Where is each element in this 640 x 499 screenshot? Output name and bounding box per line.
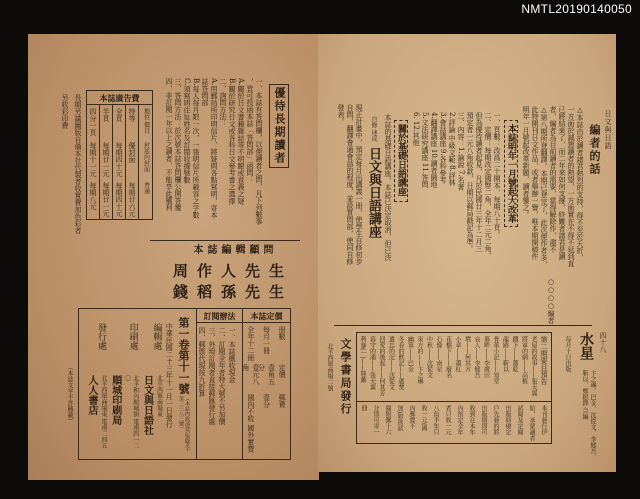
subscription-body bbox=[197, 323, 239, 453]
publisher-label: 發行處 bbox=[96, 323, 106, 350]
note-line: 明年一月號起改革新題，讀者鑒之。 bbox=[522, 106, 530, 218]
note-line: 此特開刊日文作品，或者舉辦一譽，唯本期開稿件 bbox=[531, 106, 539, 260]
ad-head: 地位 bbox=[142, 108, 150, 120]
left-page bbox=[28, 34, 319, 480]
contents-note: 收到在本年 bbox=[468, 405, 475, 435]
note-line: △本誌由於讀者諸君熱烈的支持，得不至於夭折， bbox=[576, 106, 584, 261]
contents-item: 石像——南星 bbox=[435, 336, 442, 372]
reform-body bbox=[411, 104, 501, 274]
contents-item: 老屋的故事——張天翼 bbox=[530, 336, 537, 396]
notice-line: 三、答問方法：於次號本誌答問欄公開答覆 bbox=[174, 78, 182, 211]
subscription-line: 一、本誌概收現金 bbox=[228, 327, 236, 383]
course-name: 日文與日語講座 bbox=[366, 147, 381, 239]
ad-cell: 每期廿六元 bbox=[128, 182, 136, 217]
contents-note: 分即可寄一 bbox=[372, 405, 379, 435]
course-body bbox=[336, 104, 363, 274]
contents-item: 骨董小記——知堂 bbox=[492, 336, 499, 384]
contents-note: 八角半年只 bbox=[432, 405, 439, 435]
note-line: 已將結束了，而二年來如何支撐，終難者諸君是讀 bbox=[558, 106, 566, 260]
printer-address: 北平和內順城街 電南四一二〇 bbox=[123, 375, 139, 449]
contents-item: 冬春的飲記——蘆焚 bbox=[397, 336, 404, 390]
reform-line: 2.評論 中級文範 8.評林 bbox=[448, 112, 456, 186]
reform-title: 本誌明年一月號起大改革 bbox=[504, 120, 518, 227]
ad-cell: 優封面 bbox=[128, 142, 136, 163]
price-section bbox=[242, 309, 290, 459]
ad-note: 長期另議圖版自備本社代製者收實費加色彩者 bbox=[74, 94, 82, 234]
printer-label: 印刷處 bbox=[127, 323, 138, 350]
contents-note: 者只收一元 bbox=[444, 405, 451, 435]
ad-col-head: 普通 bbox=[142, 182, 150, 194]
watermark: NMTL20190140050 bbox=[521, 2, 632, 16]
subscription-line: 四、郵票代現按九折算 bbox=[198, 327, 206, 397]
contents-item: 墓畔——李廣田 bbox=[482, 336, 490, 378]
editors-note-body bbox=[521, 104, 584, 274]
reform-line: 5.文法研究講座 11.答問 bbox=[421, 112, 429, 189]
long-term-reader-notice-title: 優待長期讀者 bbox=[269, 84, 289, 168]
issue-registration: （本誌內政部登記證警字第三三八三號） bbox=[178, 396, 190, 451]
price-col bbox=[259, 323, 274, 457]
right-page bbox=[318, 34, 616, 472]
contents-item: 墳——何其方 bbox=[463, 336, 471, 372]
publisher-name: 人人書店 bbox=[86, 375, 97, 415]
issue-date: 中華民國二十三年十一月一日發行 bbox=[165, 323, 174, 428]
price-cell: 冊數 bbox=[278, 326, 287, 340]
price-cell: 壹角五分 bbox=[257, 364, 276, 385]
notice-line: 一、本誌有答問欄，以便讀者之問，凡下列數事 bbox=[255, 78, 263, 225]
notice-line: 四、非訂閱一年以上之讀者，不能享此權利 bbox=[165, 78, 173, 211]
editor-signature: ○○○○編者 bbox=[547, 278, 555, 324]
course-title: 關於基礎日語講座 bbox=[394, 120, 408, 202]
price-cell: 郵費 bbox=[278, 394, 287, 408]
contents-item: 花樹下——廢名 bbox=[444, 336, 452, 378]
course-line: 自修 速成 bbox=[370, 116, 377, 142]
contents-note: 始，承蒙讀者 bbox=[528, 405, 535, 441]
ad-header-column bbox=[139, 105, 152, 219]
contents-item: 小章——蕭紅 bbox=[454, 336, 461, 372]
contents-note: 冊 bbox=[360, 405, 367, 411]
advisors-title: 本誌編輯顧問 bbox=[193, 245, 278, 256]
ad-head: 價目 bbox=[142, 121, 150, 134]
price-col bbox=[275, 323, 290, 457]
divider bbox=[334, 325, 592, 326]
contents-table bbox=[356, 332, 552, 444]
note-line: 者，編者為目前讀者的需要，當得解除作，盡不 bbox=[549, 106, 557, 253]
notice-line: A.用郵局所印明信片，將疑問各點寫明，寄本 bbox=[210, 78, 218, 219]
ad-row-label: 四分一頁 bbox=[89, 108, 97, 136]
ad-col-head: 封底內封面 bbox=[142, 142, 150, 172]
running-head: 日文與日語 bbox=[604, 110, 612, 150]
contents-heading: 第二期要目預告 bbox=[540, 336, 548, 385]
price-cell: 國內不收 國外實費 bbox=[246, 394, 255, 453]
subscription-line: 三、外埠訂閱者直接郵匯發行處 bbox=[208, 327, 216, 425]
printer-name: 順城印刷局 bbox=[109, 375, 121, 425]
distributor-address: 北平西單商場二號 bbox=[326, 343, 333, 391]
contents-item: 哀人——李健吾 bbox=[473, 336, 480, 378]
notice-line: A.關於日文書籍雜誌等不明瞭或意義之疑 bbox=[237, 78, 245, 205]
course-line: 自問，翻譯會通會話的程度，並設質問部，使同自修 bbox=[346, 104, 354, 265]
issue-info bbox=[79, 309, 196, 459]
editor-group bbox=[141, 313, 163, 455]
contents-item: 回愛的後起——何其芳 bbox=[378, 336, 385, 396]
price-cell: 定價 bbox=[278, 364, 287, 378]
course-line: 現正計畫中，預定每月出講義一冊，使學生自修初步 bbox=[355, 104, 363, 265]
contents-note: 試閱及定閱 bbox=[516, 405, 523, 435]
ad-cell: 每期四十元 bbox=[115, 182, 123, 217]
printer-group bbox=[109, 313, 139, 455]
price-cell: 每月一冊 bbox=[262, 326, 271, 354]
note-line: 一方面於誠懇讀者的熱望，一方面實在不得不延到直 bbox=[567, 106, 575, 267]
advisor-zhou: 周作人先生 bbox=[172, 262, 293, 280]
subscription-section bbox=[196, 309, 242, 459]
reform-line: 預定者一元八角收款，日期以郵局戳記為準。 bbox=[466, 112, 474, 252]
price-cell: 壹元八角 bbox=[241, 364, 260, 385]
magazine-editors: 卞之琳、巴金、沈從文、李健吾、靳以、鄭振鐸 合編 bbox=[581, 370, 596, 460]
contents-item: 幽篁——巴金 bbox=[406, 336, 414, 372]
subscription-line: 二、訂閱全年者特大號不另加價 bbox=[218, 327, 226, 425]
ad-row bbox=[100, 105, 113, 219]
contents-note: 本刊發行伊 bbox=[540, 405, 547, 435]
colophon-box bbox=[78, 308, 291, 460]
notice-body bbox=[164, 78, 263, 233]
editor-label: 編輯處 bbox=[151, 323, 162, 350]
price-title: 本誌定價 bbox=[243, 309, 290, 323]
notice-line: 誌答問部 bbox=[201, 78, 209, 106]
reform-line: 一、頁數：改爲二十開本，每期八十頁。 bbox=[493, 112, 501, 238]
issue-number: 第一卷第十一號 bbox=[177, 317, 190, 394]
notice-line: B.每人每月限一次，一張明信片所載容之字數 bbox=[192, 78, 200, 219]
right-top-text bbox=[336, 104, 612, 274]
ad-cell: 每期四十元 bbox=[115, 142, 123, 177]
editor-name: 日文與日語社 bbox=[141, 375, 153, 435]
notice-line: ，皆可投函本誌「答問部」函問： bbox=[246, 78, 254, 183]
notice-line: C.須寫明住址姓名及訂閱收據號數 bbox=[183, 78, 191, 184]
editor-address: 北平西單商場東 bbox=[155, 375, 163, 417]
ad-row bbox=[126, 105, 139, 219]
contents-item: 東方的——卞之琳 bbox=[416, 336, 423, 384]
ad-row bbox=[87, 105, 100, 219]
ad-cell: 每期廿一元 bbox=[102, 142, 110, 177]
contents-item: 鐵下——蕭乾 bbox=[511, 336, 518, 372]
contents-item: 暮守的浦——張天翼 bbox=[368, 336, 376, 390]
divider bbox=[150, 240, 300, 241]
contents-note: 加)如欲試 bbox=[396, 405, 403, 432]
contents-item: 遺忘的記——沈從文 bbox=[387, 336, 395, 390]
reform-line: 3.會話講座 9.各科參考 bbox=[439, 112, 447, 184]
note-line: △第八期所登翻譯，本期已登完了，此次便作者多， bbox=[540, 106, 548, 268]
contents-item: 中秋——沈從文 bbox=[425, 336, 433, 378]
price-cell: 壹分 bbox=[262, 394, 271, 408]
reform-line: 4.翻譯講座 10.讀者園地 bbox=[430, 112, 438, 189]
contents-note: 內郵費不 bbox=[408, 405, 415, 429]
reform-line: 二、定價：每期改定國幣二角，全年二元二角， bbox=[484, 112, 492, 259]
contents-note: 閱附郵十六 bbox=[384, 405, 391, 435]
ad-rate-table bbox=[86, 90, 153, 220]
magazine-frequency: 每月十日出版 bbox=[564, 336, 571, 372]
course-line: 本誌的基礎日語講座，本誌已決定取消，但已決 bbox=[384, 114, 392, 261]
contents-note: 出版時優定 bbox=[504, 405, 511, 435]
notice-line: B.關於研究日文或各科日文參考書之選擇 bbox=[228, 78, 236, 205]
contents-note: 內預定全年 bbox=[456, 405, 463, 435]
copyright-notice: （本誌文字不許轉載） bbox=[66, 364, 73, 424]
ad-row-label: 全頁 bbox=[115, 108, 123, 122]
course-line: 發表。 bbox=[337, 104, 345, 125]
advisor-qian: 錢稻孫先生 bbox=[172, 283, 293, 301]
ad-row-label: 特等 bbox=[128, 108, 136, 122]
ad-row-label: 半頁 bbox=[102, 108, 110, 122]
contents-note: 出版期即可 bbox=[480, 405, 487, 435]
reform-line: 但為優待讀者起見，凡於民國廿三年十二月三 bbox=[475, 112, 483, 252]
ad-cell: 每期八元 bbox=[89, 182, 97, 210]
contents-item: 利暴(一)——陸蠡 bbox=[359, 336, 366, 383]
publisher-address: 北平西單商場東 電南二四五 bbox=[100, 375, 107, 449]
issue-group bbox=[176, 313, 190, 455]
notice-line: 二、詢問方法： bbox=[219, 78, 227, 127]
price-cell: 全年十二冊 bbox=[246, 326, 255, 361]
ad-cell: 每期廿一元 bbox=[102, 182, 110, 217]
editors-note-title: 編者的話 bbox=[588, 124, 601, 176]
contents-note: 戶先發的將 bbox=[492, 405, 499, 435]
distributor: 文學書局發行 bbox=[339, 338, 352, 416]
contents-item: 龍路——靳以 bbox=[501, 336, 509, 372]
ad-note: 另收彩印費 bbox=[61, 94, 69, 129]
ad-table-title: 本誌廣告費 bbox=[87, 91, 152, 105]
contents-note: 收一元(國 bbox=[420, 405, 427, 432]
ad-row bbox=[113, 105, 126, 219]
magazine-title: 水星 bbox=[578, 332, 594, 360]
contents-item: 將軍的劇——高植 bbox=[520, 336, 528, 384]
ad-cell: 每期十一元 bbox=[89, 142, 97, 177]
reform-line: 三、內容：1.論說 7.名著 bbox=[457, 112, 465, 191]
reform-line: 6. 12.其他 bbox=[412, 112, 420, 147]
subscription-title: 訂閱辦法 bbox=[197, 309, 242, 323]
page-number: 四十八 bbox=[599, 332, 607, 353]
ad-head-cell bbox=[142, 105, 150, 139]
course-name-column bbox=[365, 104, 381, 274]
publisher-group bbox=[85, 313, 107, 455]
